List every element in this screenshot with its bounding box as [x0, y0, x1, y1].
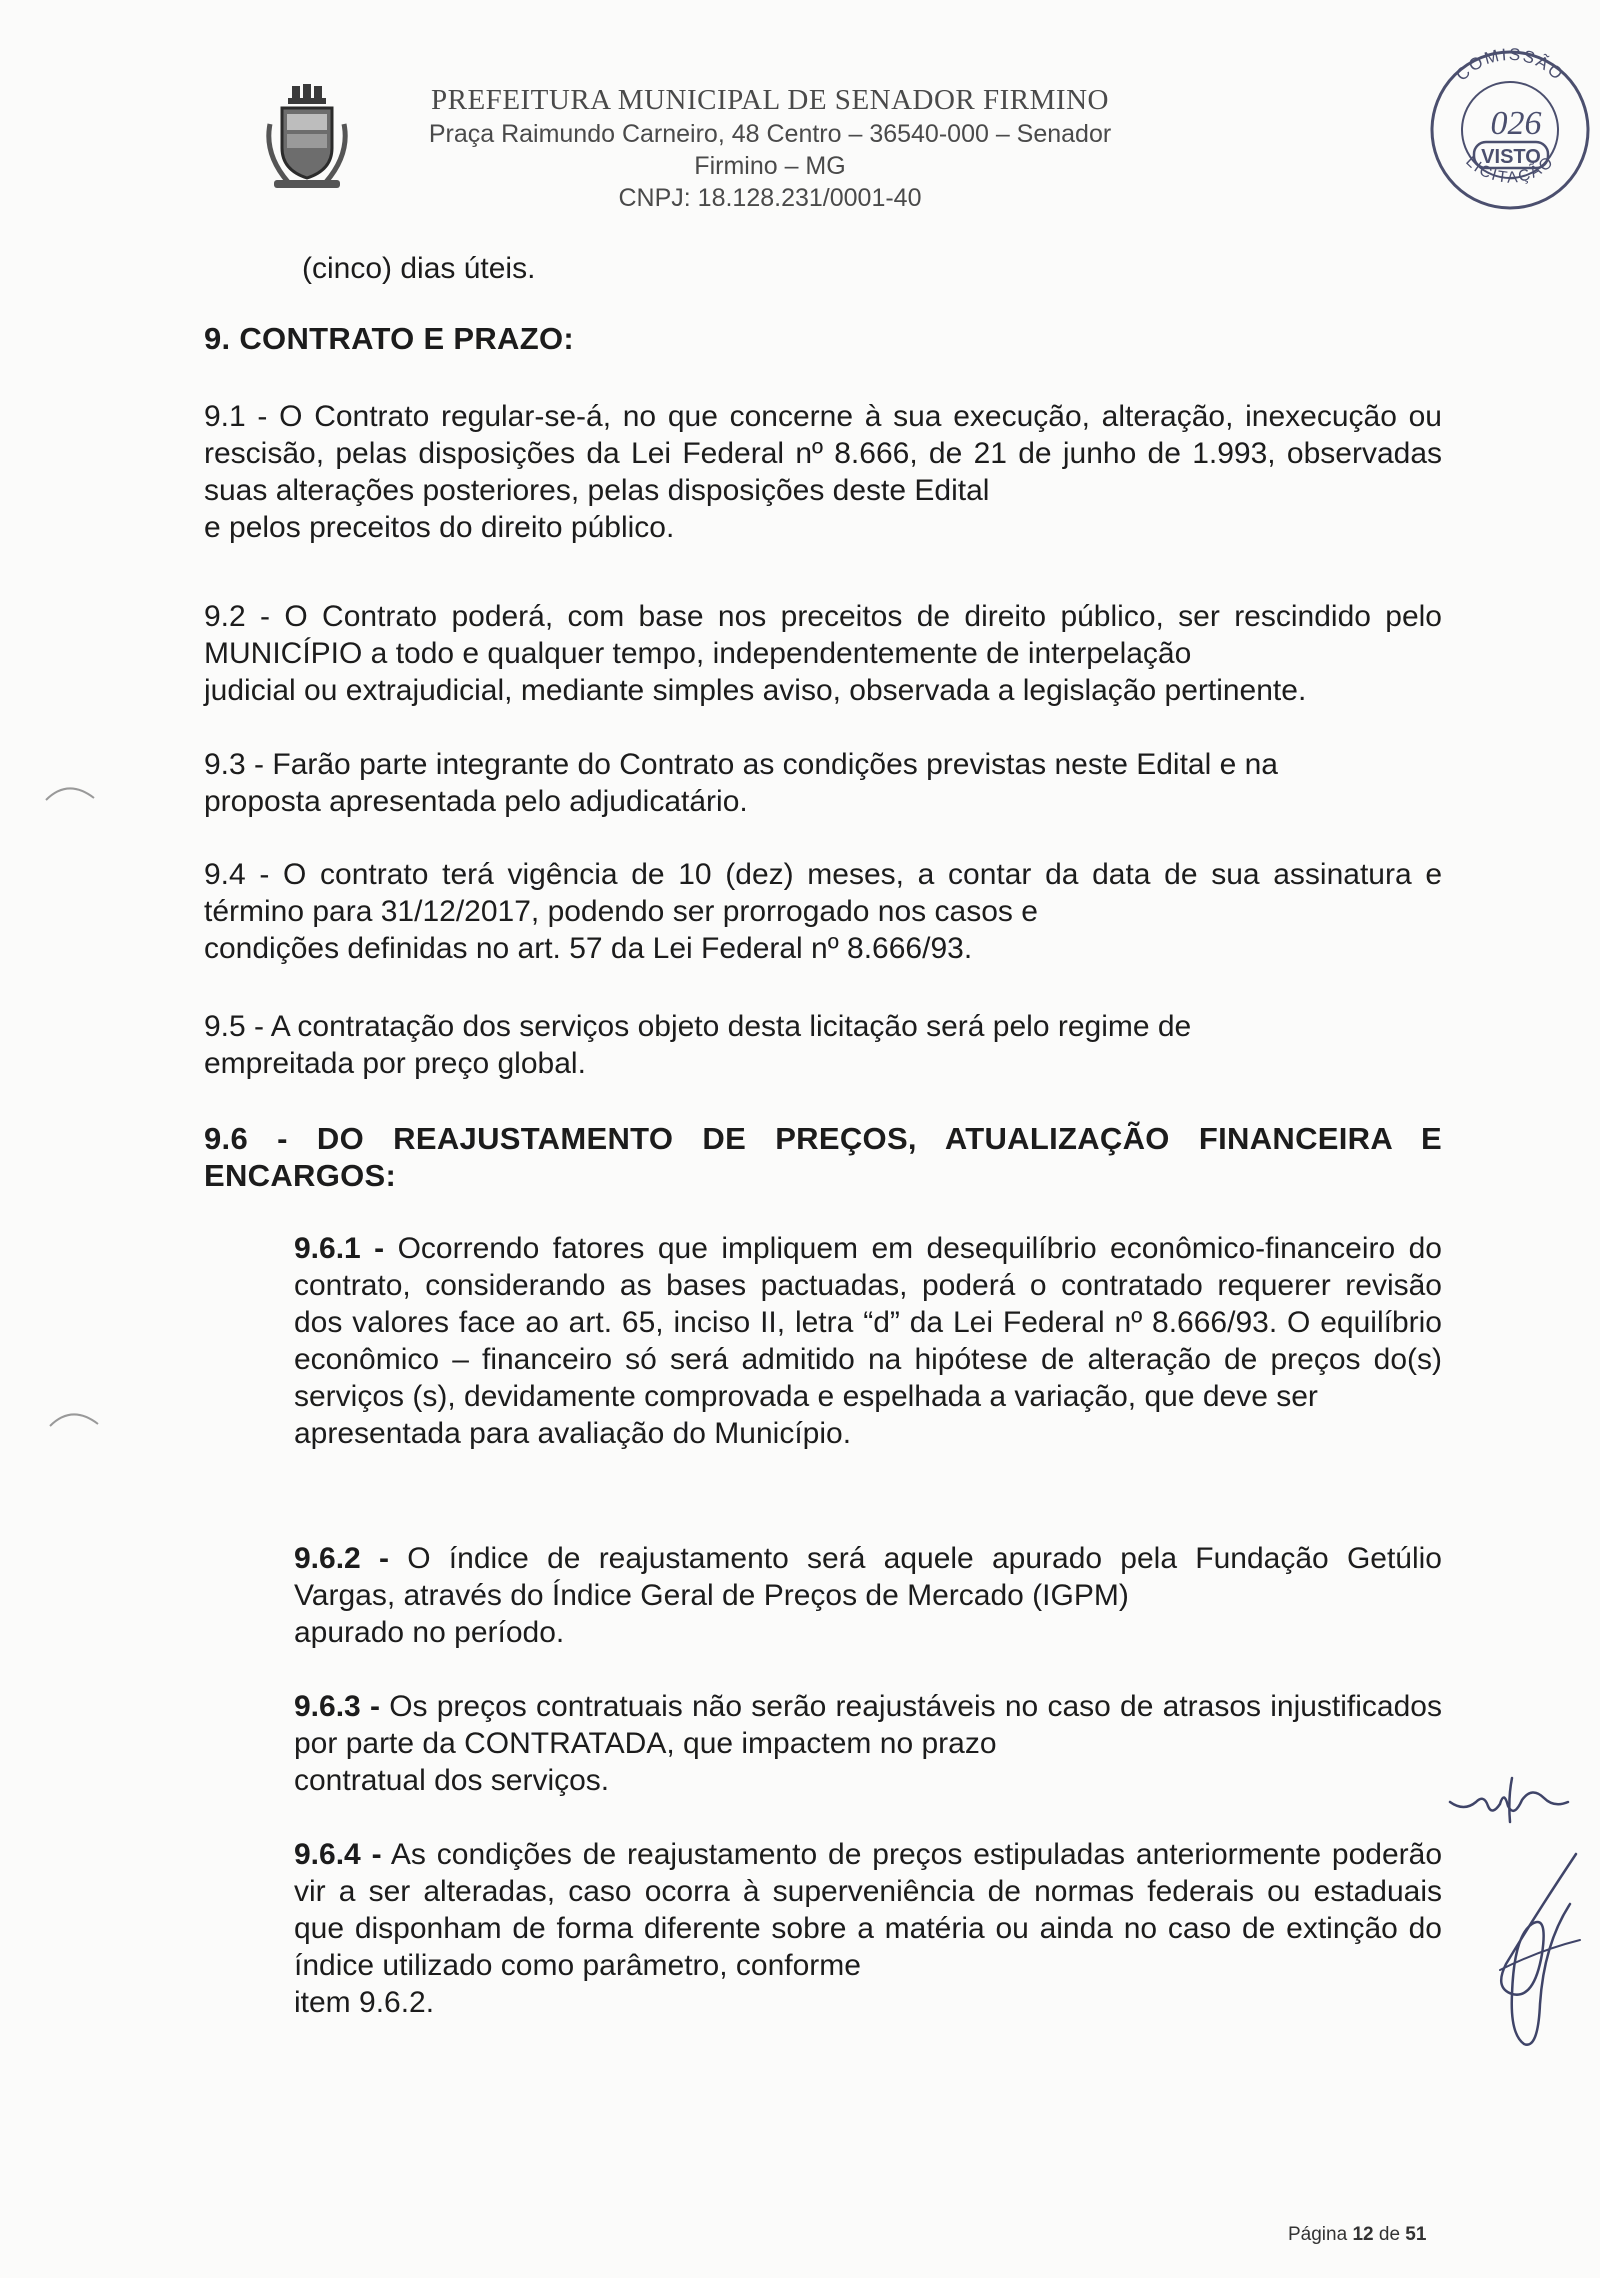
clause-text: Ocorrendo fatores que impliquem em desequilíbrio econômico-financeiro do contrato, considerando as bases pactuadas, poderá o contratado requerer revisão dos valores face ao art. 65, inciso II, letra “d” da Lei Federal nº 8.666/93. O equilíbrio econômico – financeiro só será admitido na hipótese de alteração de preços do(s) serviços (s), devidamente comprovada e espelhada a variação, que deve ser [294, 1232, 1442, 1413]
clause-number: 9.6.4 - [294, 1838, 382, 1871]
clause-9-5 [204, 1008, 1442, 1082]
clause-text-last: condições definidas no art. 57 da Lei Federal nº 8.666/93. [204, 932, 973, 965]
clause-text: O Contrato poderá, com base nos preceitos de direito público, ser rescindido pelo MUNICÍPIO a todo e qualquer tempo, independentemente de interpelação [204, 600, 1442, 670]
intro-line: (cinco) dias úteis. [302, 252, 536, 285]
clause-text: A contratação dos serviços objeto desta licitação será pelo regime de [270, 1010, 1192, 1043]
clause-text-last: proposta apresentada pelo adjudicatário. [204, 785, 748, 818]
margin-mark-icon [42, 780, 98, 804]
clause-9-3 [204, 746, 1442, 820]
clause-text: Farão parte integrante do Contrato as condições previstas neste Edital e na [272, 748, 1278, 781]
page-of: de [1378, 2224, 1401, 2245]
clause-number: 9.2 - [204, 600, 271, 633]
clause-number: 9.5 - [204, 1010, 265, 1043]
handwritten-initials-icon [1448, 1768, 1578, 1828]
clause-text: O Contrato regular-se-á, no que concerne à sua execução, alteração, inexecução ou rescisão, pelas disposições da Lei Federal nº 8.666, de 21 de junho de 1.993, observadas suas alterações posteriores, pelas disposições deste Edital [204, 400, 1442, 507]
clause-9-6-3 [294, 1688, 1442, 1799]
clause-text-last: judicial ou extrajudicial, mediante simples aviso, observada a legislação pertinente. [204, 674, 1307, 707]
clause-9-6-4 [294, 1836, 1442, 2021]
clause-9-1 [204, 398, 1442, 546]
page-total: 51 [1405, 2224, 1427, 2245]
svg-text:VISTO: VISTO [1481, 146, 1541, 168]
margin-mark-icon [46, 1406, 102, 1430]
clause-number: 9.4 - [204, 858, 270, 891]
clause-text: O índice de reajustamento será aquele apurado pela Fundação Getúlio Vargas, através do Índice Geral de Preços de Mercado (IGPM) [294, 1542, 1442, 1612]
clause-text-last: apresentada para avaliação do Município. [294, 1417, 852, 1450]
clause-text-last: contratual dos serviços. [294, 1764, 610, 1797]
clause-9-4 [204, 856, 1442, 967]
section-heading-9-6: 9.6 - DO REAJUSTAMENTO DE PREÇOS, ATUALIZAÇÃO FINANCEIRA E ENCARGOS: [204, 1121, 1442, 1193]
clause-9-2 [204, 598, 1442, 709]
svg-text:LICITAÇÃO: LICITAÇÃO [1462, 152, 1558, 187]
page-current: 12 [1352, 2224, 1374, 2245]
clause-9-6-1 [294, 1230, 1442, 1452]
clause-text-last: empreitada por preço global. [204, 1047, 586, 1080]
section-heading-9: 9. CONTRATO E PRAZO: [204, 321, 574, 356]
clause-number: 9.6.2 - [294, 1542, 389, 1575]
clause-text: As condições de reajustamento de preços estipuladas anteriormente poderão vir a ser alteradas, caso ocorra à superveniência de normas federais ou estaduais que disponham de forma diferente sobre a matéria ou ainda no caso de extinção do índice utilizado como parâmetro, conforme [294, 1838, 1442, 1982]
commission-seal-stamp [1424, 26, 1596, 214]
municipal-crest-icon [262, 84, 352, 194]
handwritten-signature-icon [1480, 1850, 1590, 2050]
clause-text-last: e pelos preceitos do direito público. [204, 511, 675, 544]
org-cnpj: CNPJ: 18.128.231/0001-40 [618, 184, 922, 212]
clause-text-last: item 9.6.2. [294, 1986, 435, 2019]
page-number [1288, 2224, 1426, 2246]
clause-text: O contrato terá vigência de 10 (dez) meses, a contar da data de sua assinatura e término para 31/12/2017, podendo ser prorrogado nos casos e [204, 858, 1442, 928]
clause-9-6-2 [294, 1540, 1442, 1651]
clause-number: 9.6.3 - [294, 1690, 380, 1723]
clause-text: Os preços contratuais não serão reajustáveis no caso de atrasos injustificados por parte da CONTRATADA, que impactem no prazo [294, 1690, 1442, 1760]
org-address: Praça Raimundo Carneiro, 48 Centro – 36540-000 – Senador Firmino – MG [428, 120, 1112, 180]
clause-text-last: apurado no período. [294, 1616, 565, 1649]
svg-text:026: 026 [1490, 105, 1542, 142]
letterhead [420, 82, 1120, 214]
page-label: Página [1288, 2224, 1348, 2245]
clause-number: 9.6.1 - [294, 1232, 385, 1265]
org-name: PREFEITURA MUNICIPAL DE SENADOR FIRMINO [431, 84, 1109, 116]
clause-number: 9.1 - [204, 400, 268, 433]
svg-text:COMISSÃO: COMISSÃO [1452, 44, 1568, 85]
clause-number: 9.3 - [204, 748, 265, 781]
